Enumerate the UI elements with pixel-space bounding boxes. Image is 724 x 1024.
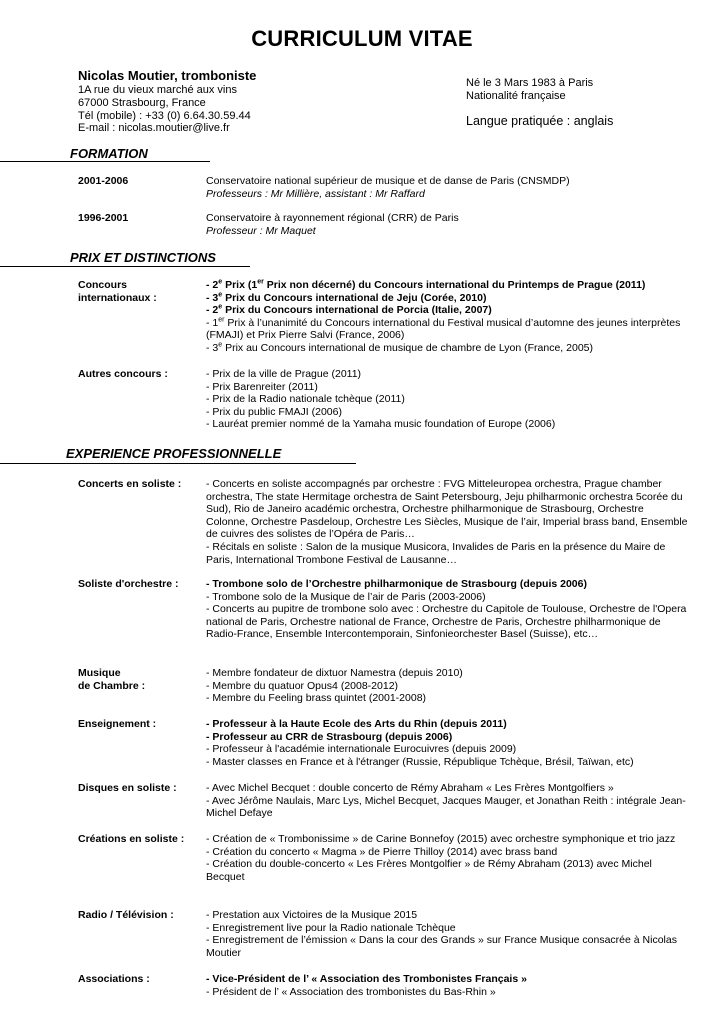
prize-text: Prix (1 bbox=[222, 279, 258, 291]
prize-text: - 3 bbox=[206, 291, 219, 304]
list-item: - Master classes en France et à l'étranger (Russie, République Tchèque, Brésil, Taïwan, etc) bbox=[206, 755, 634, 768]
page-title: CURRICULUM VITAE bbox=[251, 26, 473, 51]
exp-label: Disques en soliste : bbox=[78, 782, 177, 794]
personal-info-block bbox=[466, 77, 613, 127]
exp-label: Enseignement : bbox=[78, 718, 157, 730]
list-item: - Membre fondateur de dixtuor Namestra (depuis 2010) bbox=[206, 667, 463, 679]
list-item: - Enregistrement live pour la Radio nationale Tchèque bbox=[206, 921, 456, 934]
list-item: - Avec Jérôme Naulais, Marc Lys, Michel Becquet, Jacques Mauger, et Jonathan Reith : intégrale Jean-Michel Defaye bbox=[206, 794, 686, 820]
list-item: - Vice-Président de l’ « Association des Trombonistes Français » bbox=[206, 973, 527, 985]
list-item: - Prix Barenreiter (2011) bbox=[206, 380, 318, 393]
language: Langue pratiquée : anglais bbox=[466, 113, 614, 128]
prize-text: Prix du Concours international de Jeju (Corée, 2010) bbox=[222, 291, 487, 304]
prize-item bbox=[206, 279, 688, 292]
email: E-mail : nicolas.moutier@live.fr bbox=[78, 122, 230, 135]
exp-label: Concerts en soliste : bbox=[78, 478, 182, 490]
section-divider bbox=[0, 266, 250, 267]
prize-sup: e bbox=[218, 291, 223, 299]
list-item: - Membre du Feeling brass quintet (2001-2008) bbox=[206, 692, 427, 705]
prize-text: - 3 bbox=[206, 341, 219, 354]
prize-item bbox=[206, 342, 688, 355]
list-item: - Création du concerto « Magma » de Pierre Thilloy (2014) avec brass band bbox=[206, 845, 558, 858]
birth-info: Né le 3 Mars 1983 à Paris bbox=[466, 77, 594, 89]
prize-sup: e bbox=[218, 303, 223, 311]
exp-label: Radio / Télévision : bbox=[78, 909, 174, 921]
list-item: - Trombone solo de la Musique de l’air de Paris (2003-2006) bbox=[206, 590, 486, 603]
address-line-1: 1A rue du vieux marché aux vins bbox=[78, 84, 237, 96]
list-item: - Prix du public FMAJI (2006) bbox=[206, 405, 342, 418]
list-item: - Récitals en soliste : Salon de la musique Musicora, Invalides de Paris en la présence du Maire de Paris, International Trombone Festival de Lausanne… bbox=[206, 540, 666, 566]
prize-item bbox=[206, 317, 688, 342]
prize-text: Prix à l’unanimité du Concours international du Festival musical d’automne des jeunes interprètes (FMAJI) et Prix Pierre Salvi (France, 2006) bbox=[206, 316, 681, 342]
prize-text: Prix au Concours international de musique de chambre de Lyon (France, 2005) bbox=[222, 341, 593, 354]
list-item: - Prestation aux Victoires de la Musique 2015 bbox=[206, 909, 418, 921]
list-item: - Président de l’ « Association des trombonistes du Bas-Rhin » bbox=[206, 985, 496, 998]
entry-school: Conservatoire national supérieur de musique et de danse de Paris (CNSMDP) bbox=[206, 175, 570, 187]
prize-text: - 1 bbox=[206, 316, 219, 329]
label-line: de Chambre : bbox=[78, 679, 146, 692]
address-line-2: 67000 Strasbourg, France bbox=[78, 96, 206, 109]
label-line: internationaux : bbox=[78, 291, 157, 304]
nationality: Nationalité française bbox=[466, 89, 566, 102]
phone: Tél (mobile) : +33 (0) 6.64.30.59.44 bbox=[78, 109, 251, 122]
prize-sup: e bbox=[218, 278, 223, 286]
contact-block bbox=[78, 68, 256, 135]
entry-years: 1996-2001 bbox=[78, 212, 129, 224]
list-item: - Professeur à la Haute Ecole des Arts du Rhin (depuis 2011) bbox=[206, 718, 507, 730]
list-item: - Concerts en soliste accompagnés par orchestre : FVG Mitteleuropea orchestra, Prague chamber orchestra, The state Hermitage orchestra de Saint Petersbourg, Jeju philharmonic orchestra 5corée du Sud), Rio de Janeiro académic orchestra, Orchestre philharmonique de Strasbourg, Orchestre Colonne, Orchestre Pasdeloup, Orchestre Les Siècles, Musique de l’air, Imperial brass band, Ensemble de cuivres des solistes de l’Opéra de Paris… bbox=[206, 478, 688, 541]
prize-text: - 2 bbox=[206, 304, 219, 317]
prizes-international bbox=[78, 279, 688, 359]
prizes-other-label: Autres concours : bbox=[78, 368, 168, 380]
prize-item bbox=[206, 292, 688, 305]
label-line: Concours bbox=[78, 279, 128, 291]
section-title-formation: FORMATION bbox=[70, 146, 148, 161]
list-item: - Prix de la ville de Prague (2011) bbox=[206, 368, 362, 380]
entry-years: 2001-2006 bbox=[78, 175, 129, 187]
list-item: - Trombone solo de l’Orchestre philharmonique de Strasbourg (depuis 2006) bbox=[206, 578, 587, 590]
list-item: - Professeur à l'académie internationale Eurocuivres (depuis 2009) bbox=[206, 743, 517, 756]
list-item: - Concerts au pupitre de trombone solo avec : Orchestre du Capitole de Toulouse, Orchestre de l'Opera national de Paris, Orchestre national de France, Orchestre de Paris, Orchestre philharmonique de Radio-France, Ensemble Intercontemporain, Sinfonieorchester Basel (Suisse), etc… bbox=[206, 603, 687, 641]
list-item: - Avec Michel Becquet : double concerto de Rémy Abraham « Les Frères Montgolfiers » bbox=[206, 782, 614, 794]
section-title-experience: EXPERIENCE PROFESSIONNELLE bbox=[66, 446, 282, 461]
section-divider bbox=[0, 463, 356, 464]
person-name: Nicolas Moutier, tromboniste bbox=[78, 68, 257, 83]
entry-teachers: Professeurs : Mr Millière, assistant : Mr Raffard bbox=[206, 187, 425, 200]
prize-sup: er bbox=[257, 278, 264, 286]
prize-sup: e bbox=[218, 341, 223, 349]
list-item: - Lauréat premier nommé de la Yamaha music foundation of Europe (2006) bbox=[206, 418, 556, 431]
prize-item bbox=[206, 304, 688, 317]
list-item: - Professeur au CRR de Strasbourg (depuis 2006) bbox=[206, 730, 453, 743]
label-line: Musique bbox=[78, 667, 121, 679]
entry-school: Conservatoire à rayonnement régional (CRR) de Paris bbox=[206, 212, 459, 224]
list-item: - Enregistrement de l’émission « Dans la cour des Grands » sur France Musique consacrée à Nicolas Moutier bbox=[206, 934, 677, 959]
prize-text: Prix non décerné) du Concours international du Printemps de Prague (2011) bbox=[263, 279, 646, 291]
prize-text: - 2 bbox=[206, 279, 219, 291]
prizes-intl-label bbox=[78, 279, 198, 304]
prize-text: Prix du Concours international de Porcia (Italie, 2007) bbox=[222, 304, 492, 317]
list-item: - Création de « Trombonissime » de Carine Bonnefoy (2015) avec orchestre symphonique et trio jazz bbox=[206, 833, 676, 845]
exp-label: Associations : bbox=[78, 973, 150, 985]
exp-label bbox=[78, 667, 198, 692]
section-title-prizes: PRIX ET DISTINCTIONS bbox=[70, 250, 216, 265]
prize-sup: er bbox=[218, 316, 225, 324]
list-item: - Prix de la Radio nationale tchèque (2011) bbox=[206, 393, 405, 406]
list-item: - Création du double-concerto « Les Frères Montgolfier » de Rémy Abraham (2013) avec Michel Becquet bbox=[206, 858, 652, 883]
section-divider bbox=[0, 161, 210, 162]
exp-label: Soliste d'orchestre : bbox=[78, 578, 179, 590]
exp-label: Créations en soliste : bbox=[78, 833, 185, 845]
list-item: - Membre du quatuor Opus4 (2008-2012) bbox=[206, 679, 399, 692]
entry-teachers: Professeur : Mr Maquet bbox=[206, 224, 316, 237]
